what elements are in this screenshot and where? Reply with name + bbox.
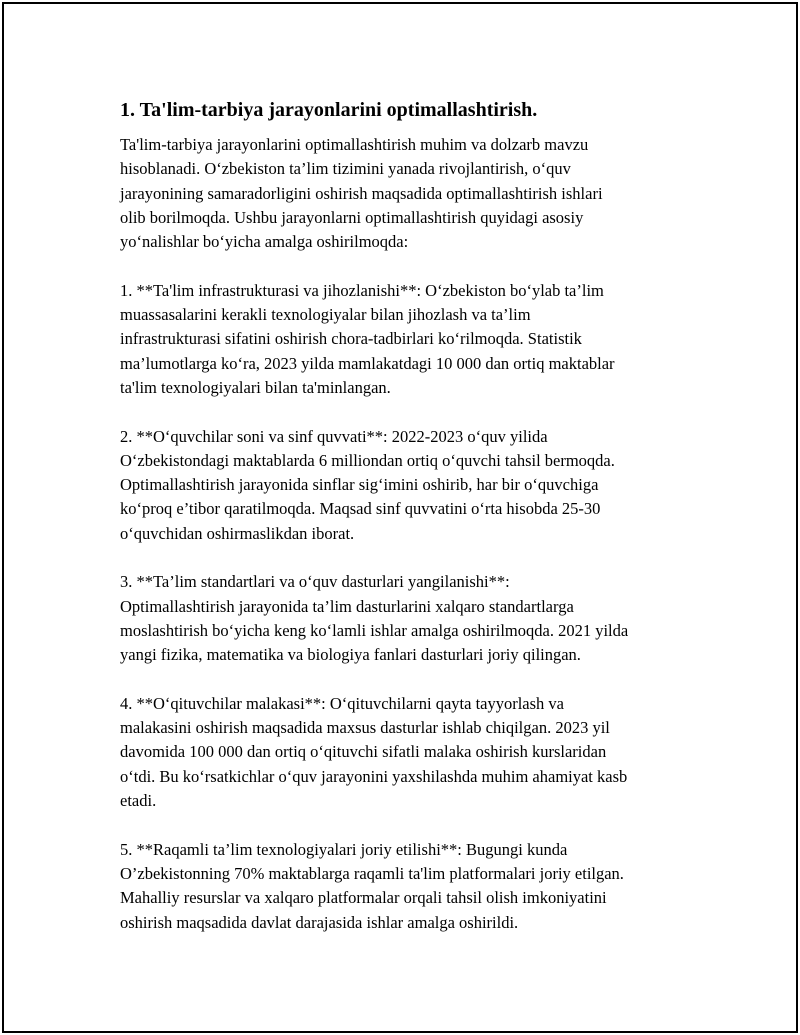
paragraph-line: O’zbekistonning 70% maktablarga raqamli ta'lim platformalari joriy etilgan. (120, 863, 624, 883)
paragraph-line: oshirish maqsadida davlat darajasida ishlar amalga oshirildi. (120, 912, 519, 932)
paragraph-line: ko‘proq e’tibor qaratilmoqda. Maqsad sinf quvvatini o‘rta hisobda 25-30 (120, 499, 601, 519)
paragraph-line: yangi fizika, matematika va biologiya fanlari dasturlari joriy qilingan. (120, 645, 581, 665)
paragraph-line: Ta'lim-tarbiya jarayonlarini optimallashtirish muhim va dolzarb mavzu (120, 135, 589, 154)
paragraph-line: moslashtirish bo‘yicha keng ko‘lamli ishlar amalga oshirilmoqda. 2021 yilda (120, 620, 629, 640)
paragraph-line: muassasalarini kerakli texnologiyalar bilan jihozlash va ta’lim (120, 305, 531, 325)
document-page (2, 2, 798, 1033)
paragraph-line: 1. **Ta'lim infrastrukturasi va jihozlanishi**: O‘zbekiston bo‘ylab ta’lim (120, 280, 604, 300)
paragraph-line: infrastrukturasi sifatini oshirish chora-tadbirlari ko‘rilmoqda. Statistik (120, 329, 582, 349)
paragraph-line: Mahalliy resurslar va xalqaro platformalar orqali tahsil olish imkoniyatini (120, 888, 607, 908)
paragraph-line: 4. **O‘qituvchilar malakasi**: O‘qituvchilarni qayta tayyorlash va (120, 693, 565, 713)
list-item-students (120, 425, 700, 546)
section-heading: 1. Ta'lim-tarbiya jarayonlarini optimallashtirish. (120, 99, 538, 121)
paragraph-line: o‘quvchidan oshirmaslikdan iborat. (120, 523, 355, 543)
paragraph-line: yo‘nalishlar bo‘yicha amalga oshirilmoqda: (120, 232, 409, 252)
paragraph-line: 5. **Raqamli ta’lim texnologiyalari joriy etilishi**: Bugungi kunda (120, 839, 568, 859)
paragraph-line: Optimallashtirish jarayonida sinflar sig‘imini oshirib, har bir o‘quvchiga (120, 475, 599, 495)
paragraph-line: Optimallashtirish jarayonida ta’lim dasturlarini xalqaro standartlarga (120, 596, 574, 616)
paragraph-line: 3. **Ta’lim standartlari va o‘quv dasturlari yangilanishi**: (120, 572, 510, 592)
paragraph-line: davomida 100 000 dan ortiq o‘qituvchi sifatli malaka oshirish kurslaridan (120, 742, 607, 762)
list-item-infrastructure (120, 279, 700, 400)
paragraph-line: 2. **O‘quvchilar soni va sinf quvvati**: 2022-2023 o‘quv yilida (120, 426, 548, 446)
paragraph-line: o‘tdi. Bu ko‘rsatkichlar o‘quv jarayonini yaxshilashda muhim ahamiyat kasb (120, 766, 628, 786)
list-item-teachers (120, 692, 700, 813)
list-item-standards (120, 570, 700, 667)
paragraph-line: hisoblanadi. O‘zbekiston ta’lim tizimini yanada rivojlantirish, o‘quv (120, 159, 571, 179)
paragraph-line: olib borilmoqda. Ushbu jarayonlarni optimallashtirish quyidagi asosiy (120, 207, 584, 227)
document-content (120, 98, 700, 935)
paragraph-line: etadi. (120, 791, 157, 811)
paragraph-line: jarayonining samaradorligini oshirish maqsadida optimallashtirish ishlari (120, 183, 603, 203)
paragraph-line: ma’lumotlarga ko‘ra, 2023 yilda mamlakatdagi 10 000 dan ortiq maktablar (120, 353, 615, 373)
intro-paragraph (120, 133, 700, 254)
paragraph-line: ta'lim texnologiyalari bilan ta'minlangan. (120, 377, 391, 397)
paragraph-line: O‘zbekistondagi maktablarda 6 milliondan ortiq o‘quvchi tahsil bermoqda. (120, 450, 615, 470)
list-item-digital (120, 838, 700, 935)
paragraph-line: malakasini oshirish maqsadida maxsus dasturlar ishlab chiqilgan. 2023 yil (120, 718, 610, 738)
